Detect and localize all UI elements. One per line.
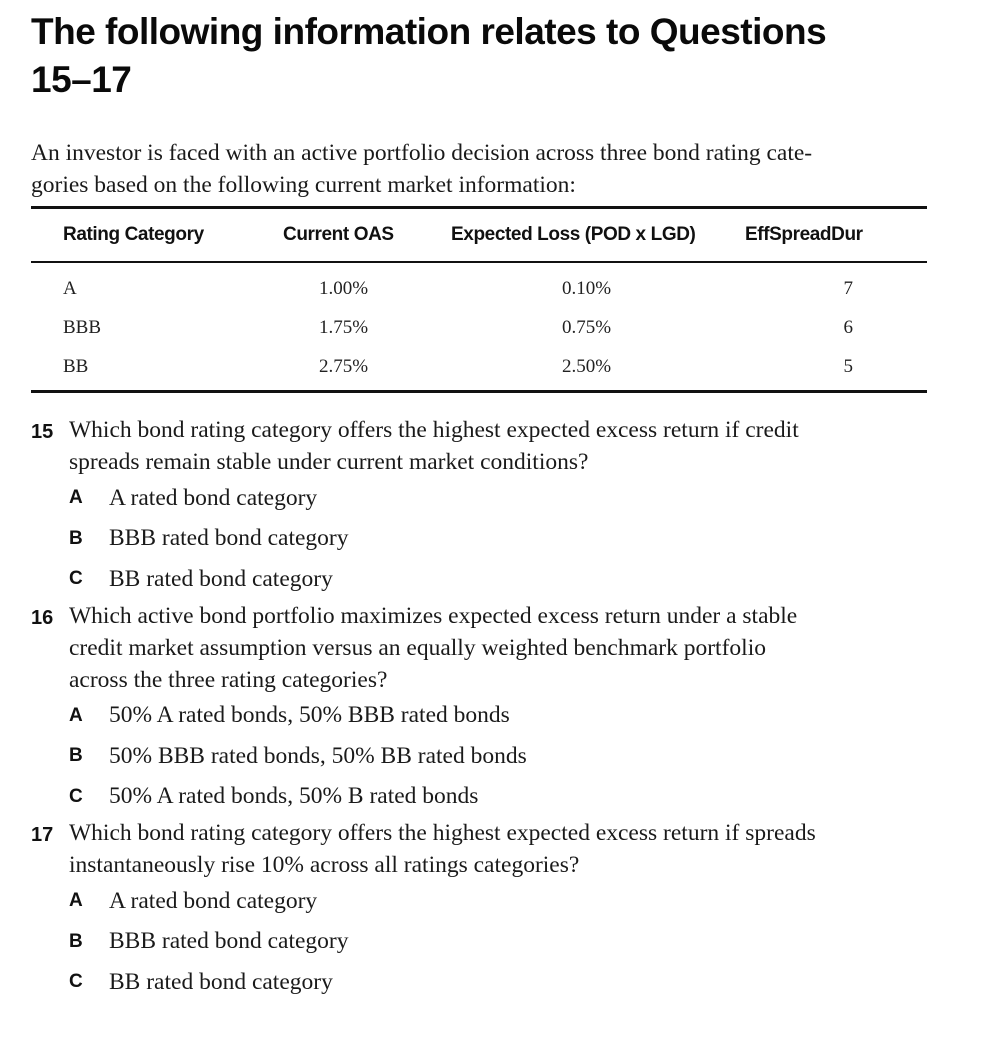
market-info-table	[31, 206, 927, 393]
cell-oas: 1.00%	[319, 277, 369, 299]
cell-oas: 2.75%	[319, 355, 369, 377]
option-text: BB rated bond category	[109, 968, 333, 995]
option-letter: B	[69, 527, 83, 549]
answer-option-c[interactable]	[31, 962, 971, 1003]
question-17	[31, 817, 971, 1003]
question-line: Which bond rating category offers the highest expected excess return if spreads	[69, 820, 816, 846]
question-line: credit market assumption versus an equally weighted benchmark portfolio	[69, 634, 766, 661]
option-letter: C	[69, 971, 83, 993]
option-text: 50% A rated bonds, 50% B rated bonds	[109, 783, 479, 810]
option-letter: C	[69, 568, 83, 590]
option-letter: A	[69, 890, 83, 912]
table-row	[31, 347, 927, 386]
question-text	[69, 414, 969, 478]
header-current-oas: Current OAS	[283, 224, 394, 245]
cell-oas: 1.75%	[319, 316, 369, 338]
question-line: Which active bond portfolio maximizes expected excess return under a stable	[69, 602, 798, 629]
questions-list	[31, 414, 971, 1003]
intro-line-1: An investor is faced with an active portfolio decision across three bond rating cate-	[31, 140, 813, 166]
option-letter: A	[69, 487, 83, 509]
question-16	[31, 600, 971, 818]
page-title	[31, 8, 971, 104]
question-text	[69, 600, 969, 696]
answer-option-a[interactable]	[31, 881, 971, 922]
option-text: BB rated bond category	[109, 565, 333, 592]
question-number: 17	[31, 824, 54, 846]
title-line-1: The following information relates to Questions	[31, 11, 827, 52]
cell-rating: A	[63, 277, 77, 299]
question-text	[69, 817, 969, 881]
answer-option-a[interactable]	[31, 696, 971, 737]
cell-expected-loss: 0.10%	[562, 277, 612, 299]
answer-option-c[interactable]	[31, 777, 971, 818]
cell-duration: 7	[843, 277, 853, 299]
intro-line-2: gories based on the following current market information:	[31, 172, 576, 198]
table-bottom-rule	[31, 390, 927, 393]
option-text: A rated bond category	[109, 484, 318, 511]
answer-option-b[interactable]	[31, 736, 971, 777]
table-row	[31, 308, 927, 347]
question-number: 15	[31, 421, 54, 443]
option-letter: B	[69, 930, 83, 952]
header-eff-spread-dur: EffSpreadDur	[745, 224, 863, 245]
answer-option-c[interactable]	[31, 559, 971, 600]
table-header-row	[31, 209, 927, 261]
question-line: spreads remain stable under current market conditions?	[69, 449, 589, 475]
cell-expected-loss: 0.75%	[562, 316, 612, 338]
table-row	[31, 269, 927, 308]
option-letter: A	[69, 704, 83, 726]
answer-option-a[interactable]	[31, 478, 971, 519]
title-line-2: 15–17	[31, 59, 132, 100]
cell-duration: 6	[843, 316, 853, 338]
option-letter: C	[69, 785, 83, 807]
question-number: 16	[31, 606, 54, 629]
question-line: across the three rating categories?	[69, 666, 388, 693]
question-15	[31, 414, 971, 600]
table-body	[31, 263, 927, 390]
option-letter: B	[69, 745, 83, 767]
option-text: BBB rated bond category	[109, 525, 349, 552]
option-text: BBB rated bond category	[109, 928, 349, 955]
option-text: 50% A rated bonds, 50% BBB rated bonds	[109, 702, 510, 729]
question-line: instantaneously rise 10% across all ratings categories?	[69, 852, 580, 878]
option-text: 50% BBB rated bonds, 50% BB rated bonds	[109, 742, 527, 769]
answer-option-b[interactable]	[31, 922, 971, 963]
cell-expected-loss: 2.50%	[562, 355, 612, 377]
cell-rating: BB	[63, 355, 89, 377]
question-line: Which bond rating category offers the highest expected excess return if credit	[69, 417, 799, 443]
cell-duration: 5	[843, 355, 853, 377]
answer-option-b[interactable]	[31, 519, 971, 560]
header-expected-loss: Expected Loss (POD x LGD)	[451, 224, 696, 245]
intro-paragraph	[31, 137, 971, 201]
cell-rating: BBB	[63, 316, 102, 338]
option-text: A rated bond category	[109, 887, 318, 914]
header-rating-category: Rating Category	[63, 224, 204, 245]
